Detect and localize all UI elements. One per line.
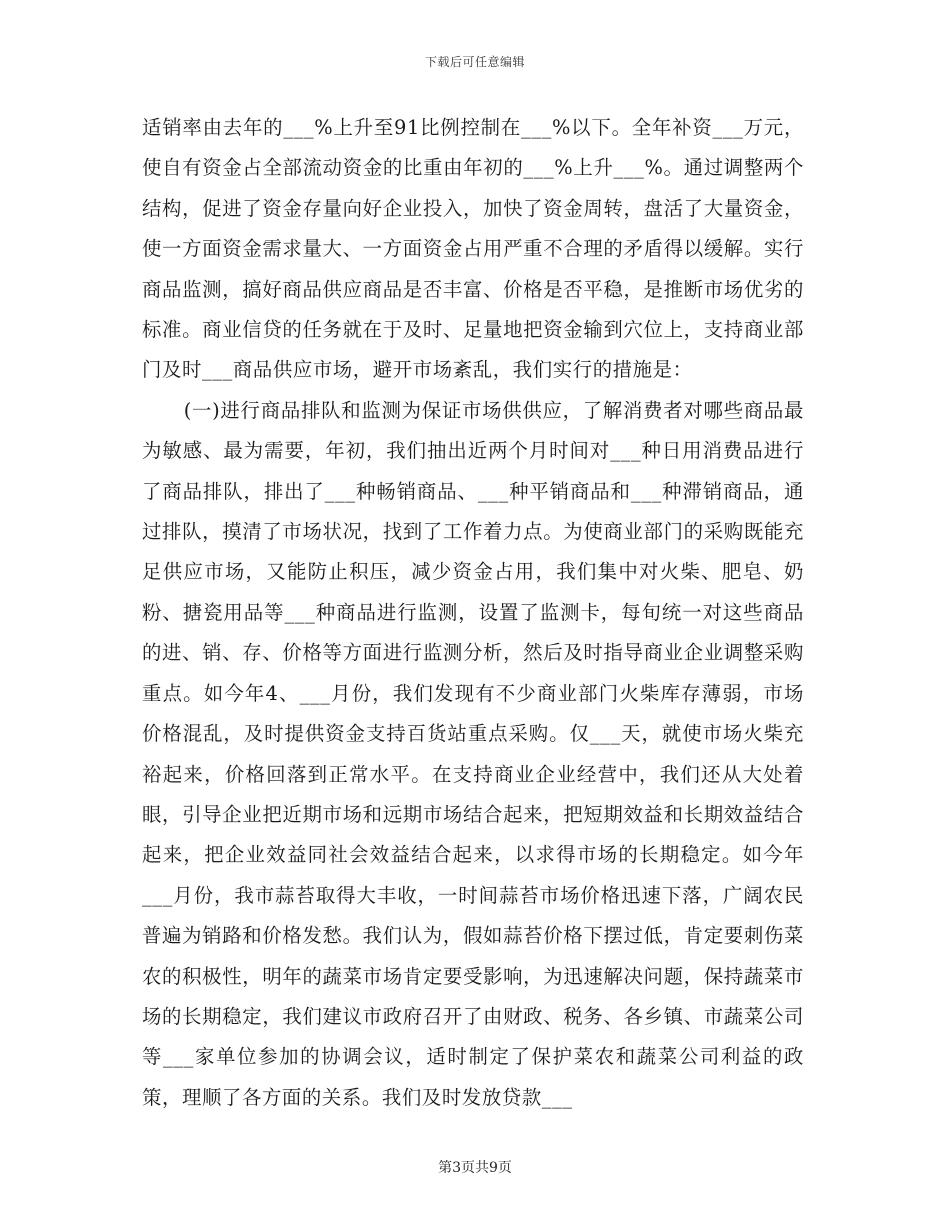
document-body (142, 108, 804, 1118)
page-number: 第3页共9页 (438, 1160, 512, 1176)
paragraph-2: (一)进行商品排队和监测为保证市场供供应，了解消费者对哪些商品最为敏感、最为需要，年初，我们抽出近两个月时间对___种日用消费品进行了商品排队，排出了___种畅销商品、___种平销商品和___种滞销商品，通过排队，摸清了市场状况，找到了工作着力点。为使商业部门的采购既能充足供应市场，又能防止积压，减少资金占用，我们集中对火柴、肥皂、奶粉、搪瓷用品等___种商品进行监测，设置了监测卡，每旬统一对这些商品的进、销、存、价格等方面进行监测分析，然后及时指导商业企业调整采购重点。如今年4、___月份，我们发现有不少商业部门火柴库存薄弱，市场价格混乱，及时提供资金支持百货站重点采购。仅___天，就使市场火柴充裕起来，价格回落到正常水平。在支持商业企业经营中，我们还从大处着眼，引导企业把近期市场和远期市场结合起来，把短期效益和长期效益结合起来，把企业效益同社会效益结合起来，以求得市场的长期稳定。如今年___月份，我市蒜苔取得大丰收，一时间蒜苔市场价格迅速下落，广阔农民普遍为销路和价格发愁。我们认为，假如蒜苔价格下摆过低，肯定要刺伤菜农的积极性，明年的蔬菜市场肯定要受影响，为迅速解决问题，保持蔬菜市场的长期稳定，我们建议市政府召开了由财政、税务、各乡镇、市蔬菜公司等___家单位参加的协调会议，适时制定了保护菜农和蔬菜公司利益的政策，理顺了各方面的关系。我们及时发放贷款___ (142, 398, 804, 1109)
page-header-note: 下载后可任意编辑 (424, 55, 525, 69)
paragraph-1: 适销率由去年的___%上升至91比例控制在___%以下。全年补资___万元，使自有资金占全部流动资金的比重由年初的___%上升___%。通过调整两个结构，促进了资金存量向好企业投入，加快了资金周转，盘活了大量资金，使一方面资金需求量大、一方面资金占用严重不合理的矛盾得以缓解。实行商品监测，搞好商品供应商品是否丰富、价格是否平稳，是推断市场优劣的标准。商业信贷的任务就在于及时、足量地把资金输到穴位上，支持商业部门及时___商品供应市场，避开市场紊乱，我们实行的措施是： (142, 116, 804, 382)
